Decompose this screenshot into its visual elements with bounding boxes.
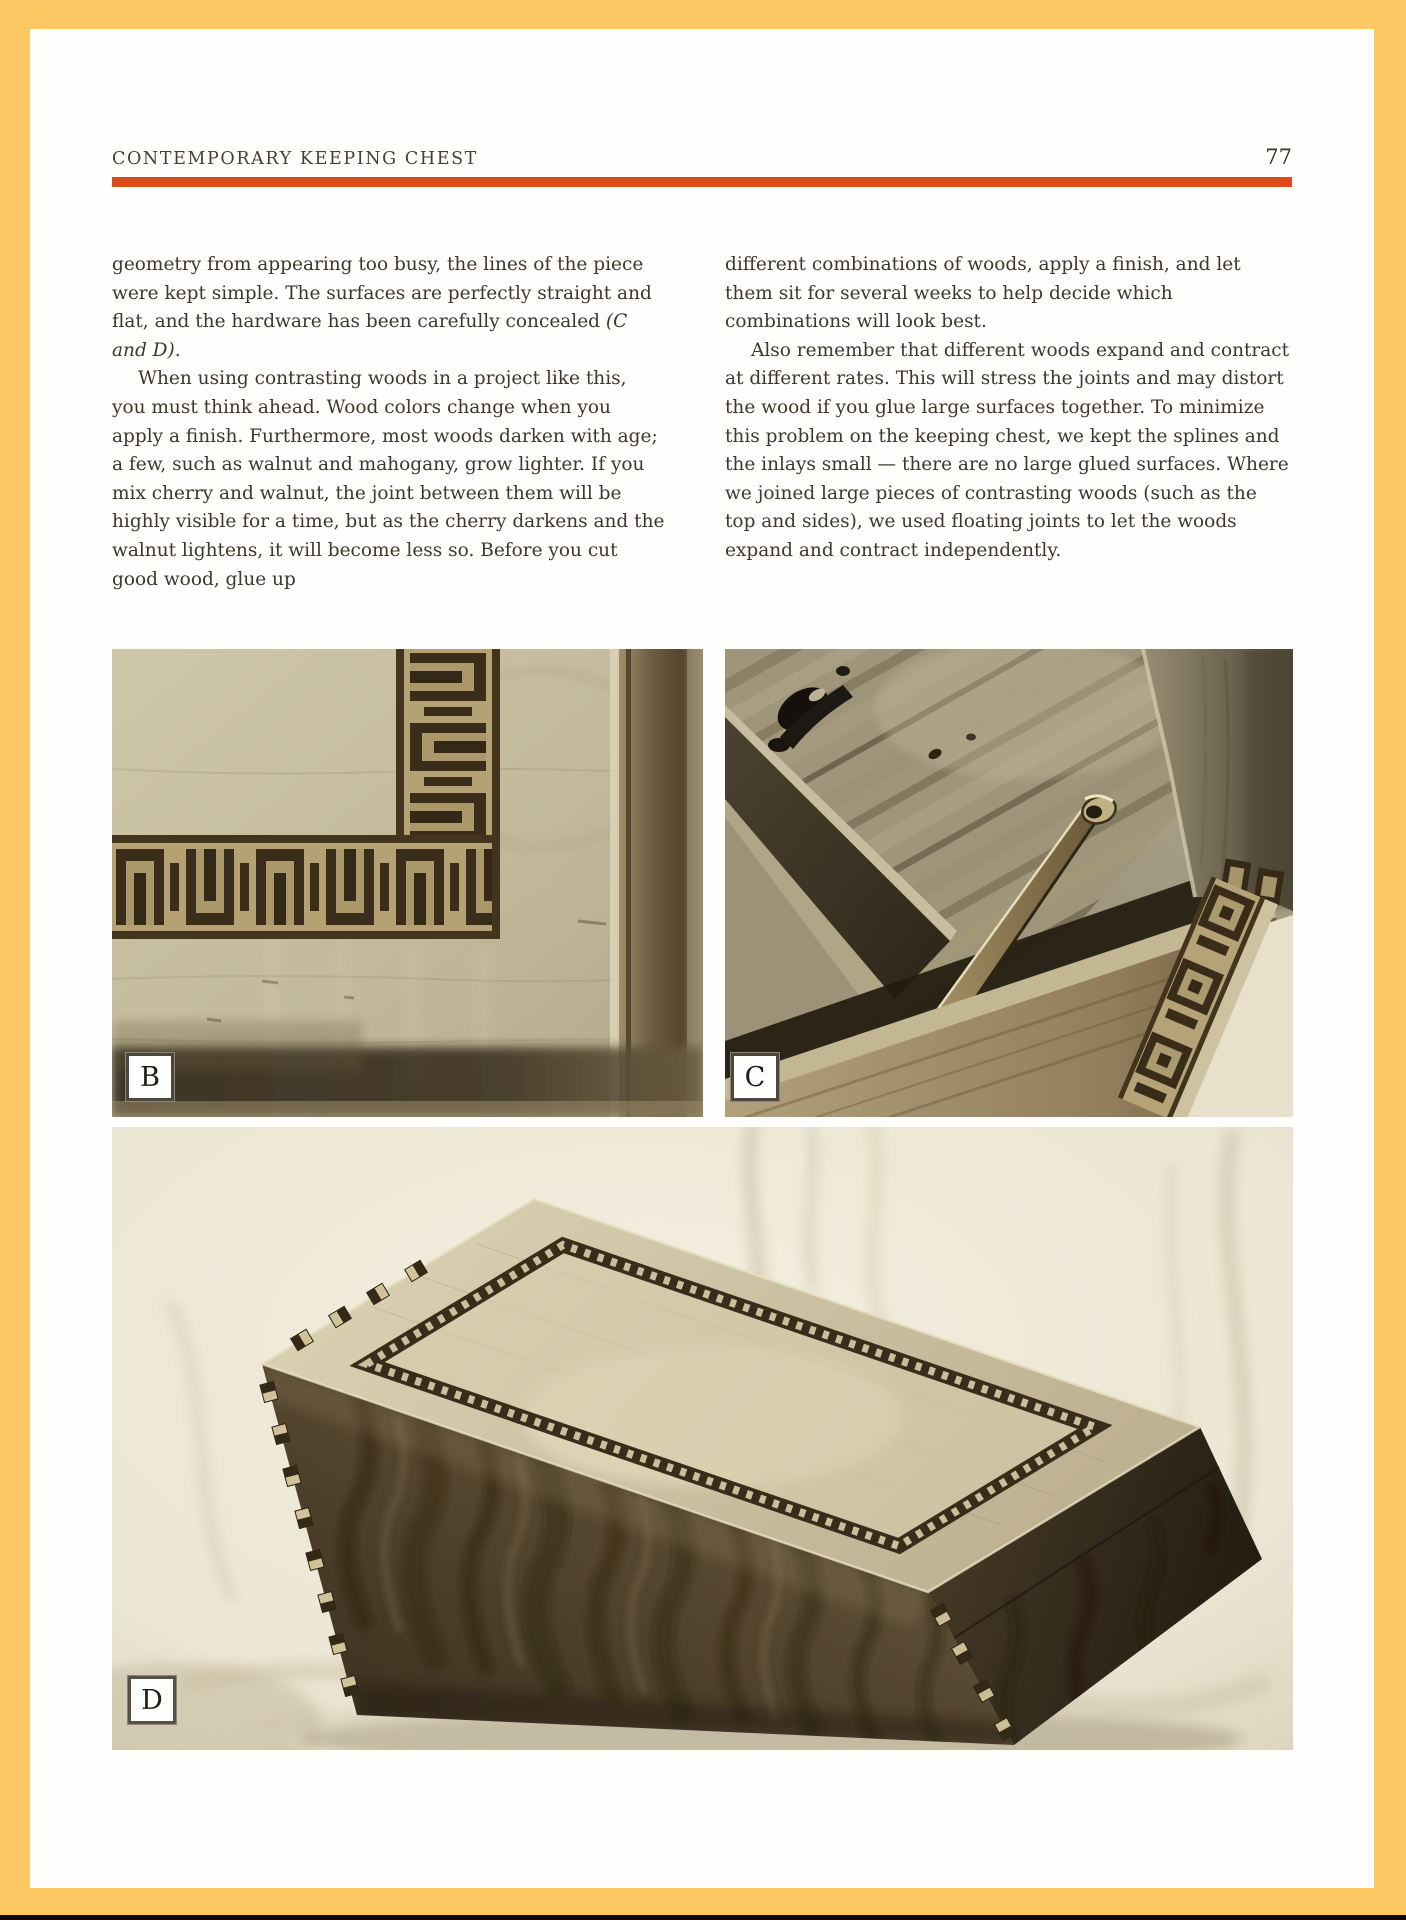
figure-label-b: B (126, 1053, 174, 1101)
header-rule (112, 177, 1292, 187)
photo-b-image (112, 649, 703, 1117)
left-column (112, 251, 665, 594)
photo-c-lid-stay (725, 649, 1293, 1117)
photo-b-inlay-corner (112, 649, 703, 1117)
screw-hole (966, 734, 976, 741)
article-text (112, 251, 1293, 594)
figure-label-d: D (128, 1676, 176, 1724)
page-number: 77 (1265, 145, 1292, 169)
paragraph-text: . (174, 339, 181, 361)
running-header (112, 135, 1292, 169)
running-header-title: CONTEMPORARY KEEPING CHEST (112, 149, 478, 169)
paragraph: different combinations of woods, apply a finish, and let them sit for several weeks to help decide which combinations will look best. (725, 254, 1241, 333)
paragraph-italic: (C and D) (112, 311, 628, 361)
photo-d-finished-chest (112, 1127, 1293, 1750)
paragraph: When using contrasting woods in a project like this, you must think ahead. Wood colors change when you apply a finish. Furthermore, most woods darken with age; a few, such as walnut and mahogany, grow lighter. If you mix cherry and walnut, the joint between them will be highly visible for a time, but as the cherry darkens and the walnut lightens, it will become less so. Before you cut good wood, glue up (112, 368, 665, 590)
photo-c-image (725, 649, 1293, 1117)
panel-edge (610, 649, 703, 1117)
book-page (30, 29, 1374, 1888)
photo-d-image (112, 1127, 1293, 1750)
paragraph (112, 251, 665, 365)
right-column (725, 251, 1293, 594)
figure-label-c: C (731, 1053, 779, 1101)
paragraph-text: geometry from appearing too busy, the lines of the piece were kept simple. The surfaces are perfectly straight and flat, and the hardware has been carefully concealed (112, 254, 652, 333)
paragraph: Also remember that different woods expand and contract at different rates. This will stress the joints and may distort the wood if you glue large surfaces together. To minimize this problem on the keeping chest, we kept the splines and the inlays small — there are no large glued surfaces. Where we joined large pieces of contrasting woods (such as the top and sides), we used floating joints to let the woods expand and contract independently. (725, 339, 1290, 561)
